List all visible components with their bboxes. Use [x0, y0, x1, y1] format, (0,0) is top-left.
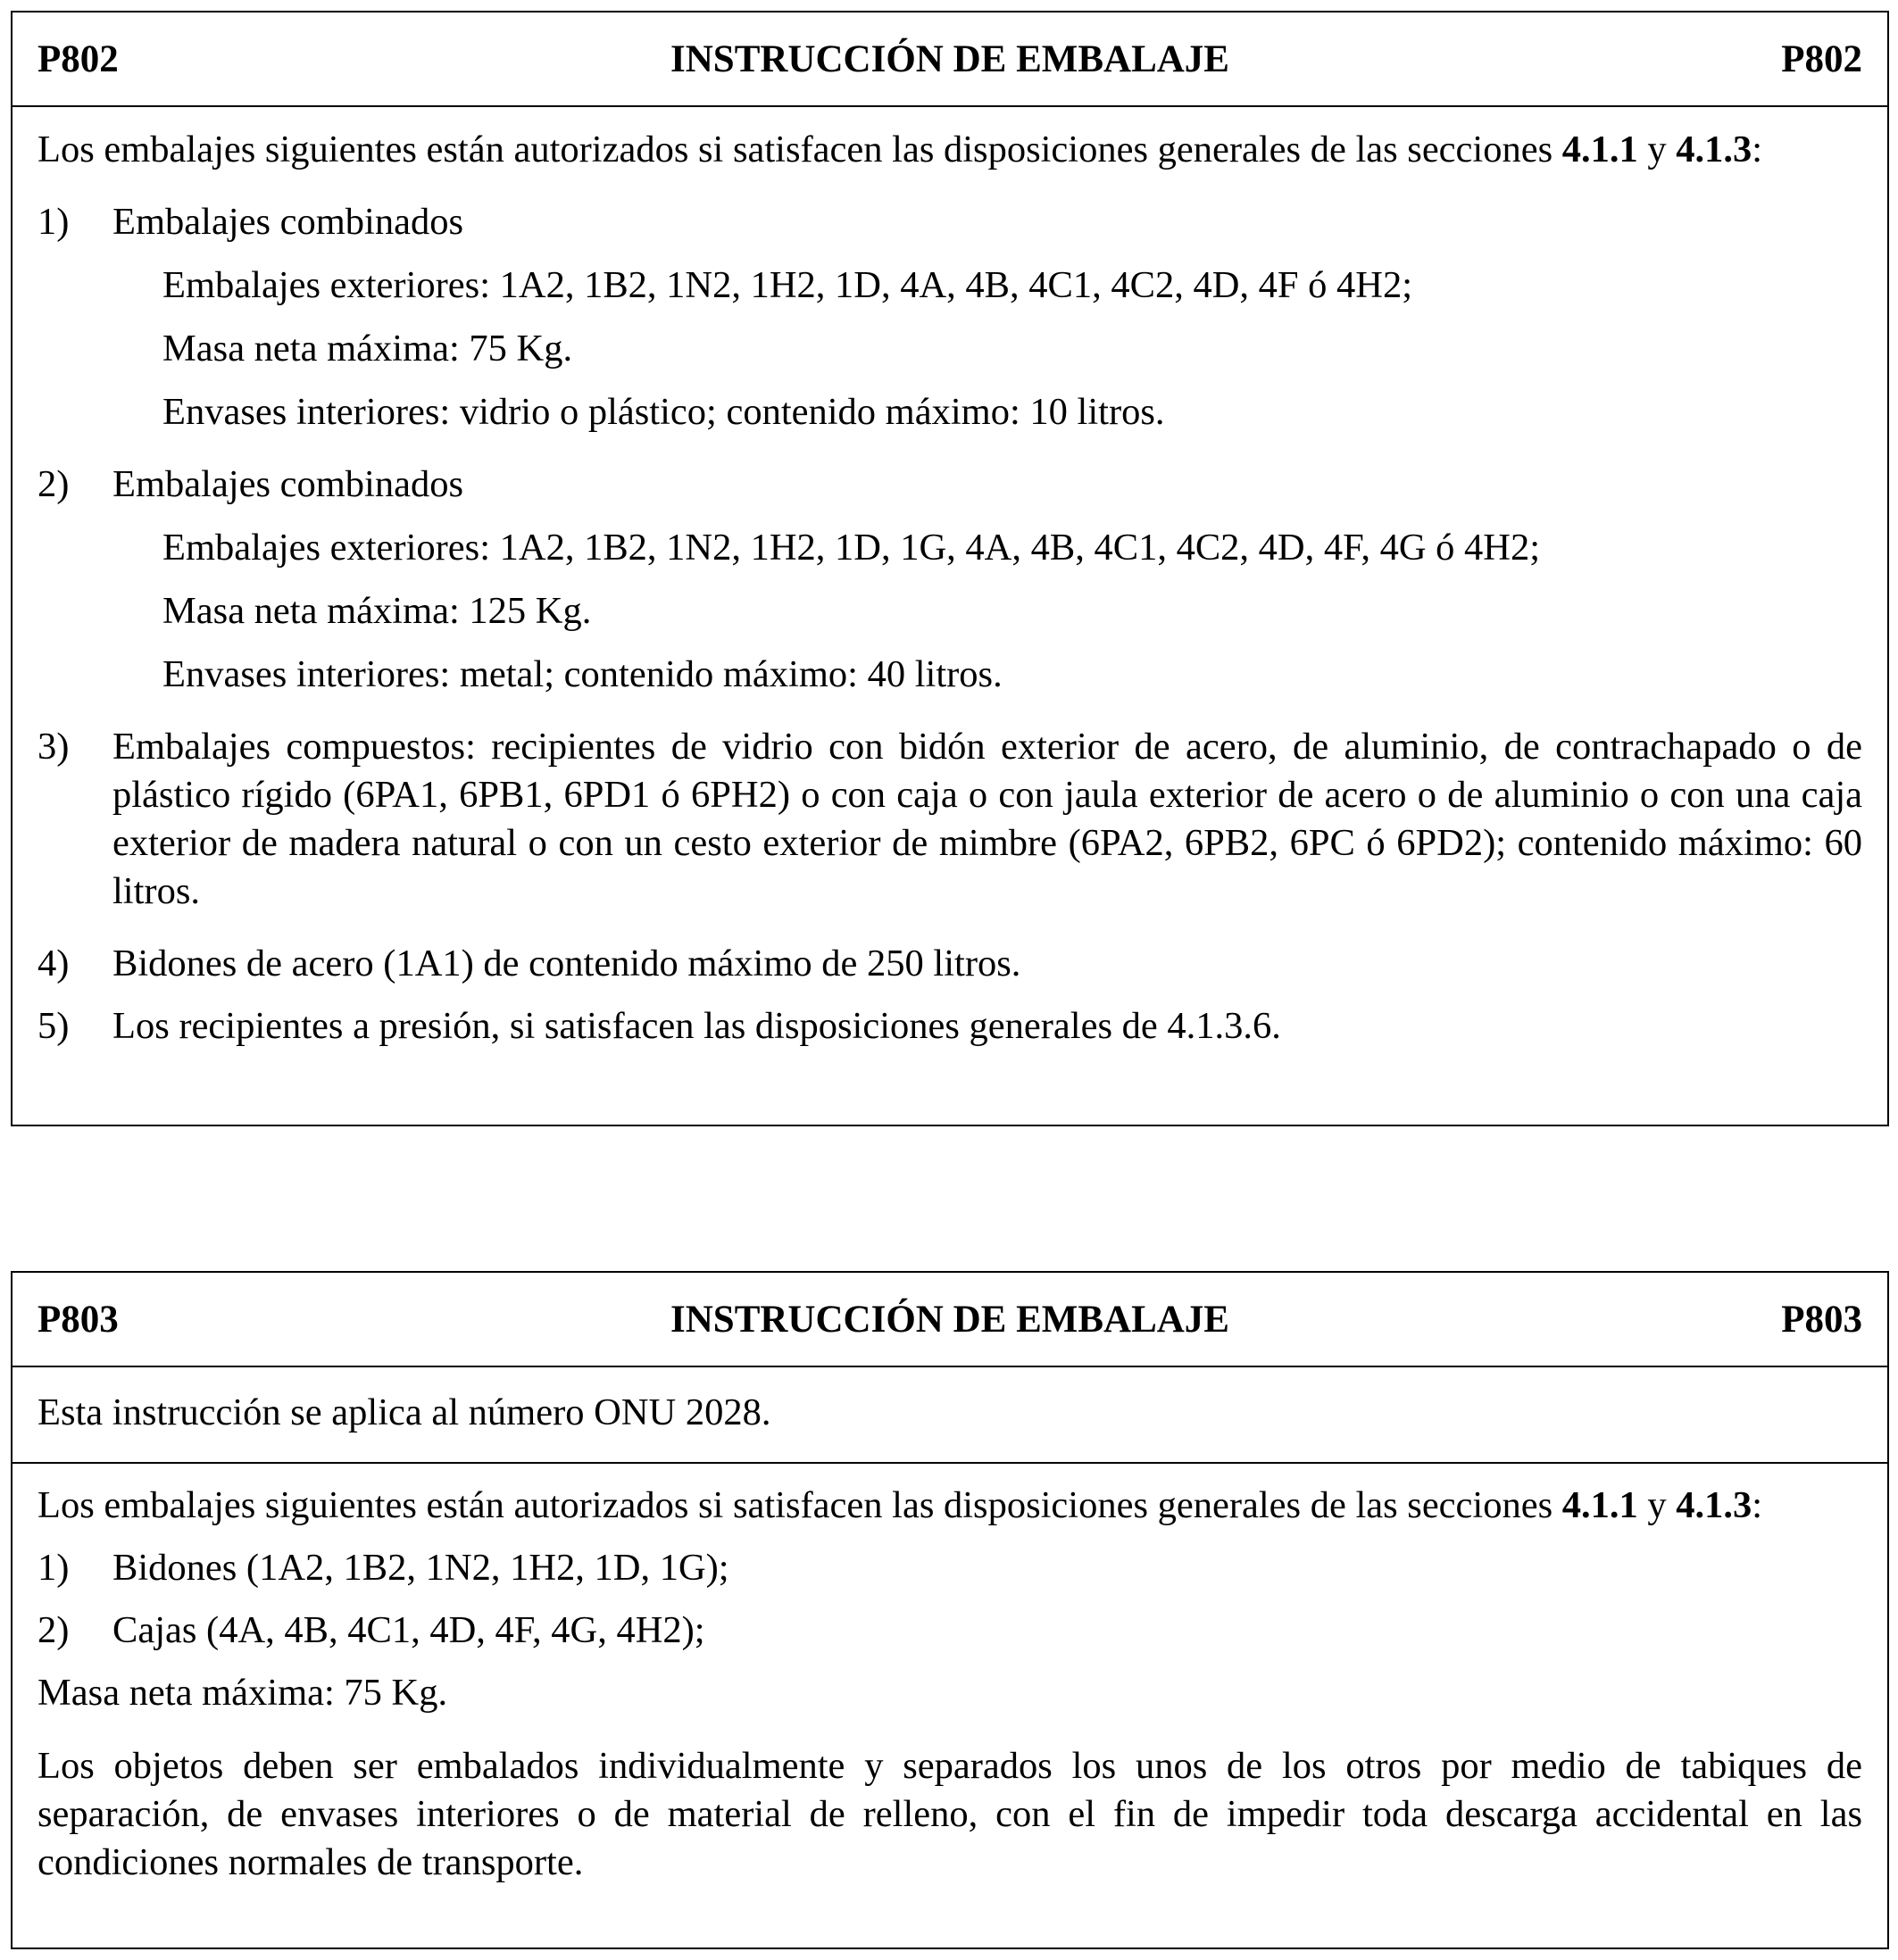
p803-ref-4-1-3: 4.1.3 — [1676, 1484, 1752, 1526]
p802-header — [12, 12, 1887, 107]
list-number: 2) — [37, 1609, 70, 1651]
list-number: 2) — [37, 463, 70, 505]
p802-ref-4-1-1: 4.1.1 — [1561, 129, 1638, 170]
p803-code-left: P803 — [37, 1299, 119, 1341]
p802-code-left: P802 — [37, 38, 119, 80]
p802-ref-4-1-3: 4.1.3 — [1676, 129, 1752, 170]
p802-body — [12, 126, 1887, 1051]
p803-item-2 — [37, 1607, 1862, 1655]
list-number: 3) — [37, 726, 70, 768]
list-text: Los recipientes a presión, si satisfacen las disposiciones generales de 4.1.3.6. — [112, 1005, 1281, 1047]
p803-intro: Los embalajes siguientes están autorizados si satisfacen las disposiciones generales de las secciones 4.1.1 y 4.1.3: — [37, 1484, 1763, 1526]
list-number: 4) — [37, 943, 70, 984]
list-text: Embalajes compuestos: recipientes de vidrio con bidón exterior de acero, de aluminio, de contrachapado o de plástico rígido (6PA1, 6PB1, 6PD1 ó 6PH2) o con caja o con jaula exterior de acero o de aluminio o con una caja exterior de madera natural o con un cesto exterior de mimbre (6PA2, 6PB2, 6PC ó 6PD2); contenido máximo: 60 litros. — [112, 726, 1862, 912]
p803-scope: Esta instrucción se aplica al número ONU 2028. — [37, 1391, 771, 1433]
p803-max-mass: Masa neta máxima: 75 Kg. — [37, 1672, 448, 1714]
p802-item-4 — [37, 940, 1862, 988]
p802-item-2-outer: Embalajes exteriores: 1A2, 1B2, 1N2, 1H2, 1D, 1G, 4A, 4B, 4C1, 4C2, 4D, 4F, 4G ó 4H2; — [162, 527, 1541, 569]
p803-header — [12, 1273, 1887, 1367]
p803-body — [12, 1482, 1887, 1887]
p802-item-2 — [37, 461, 1862, 509]
list-text: Bidones (1A2, 1B2, 1N2, 1H2, 1D, 1G); — [112, 1547, 729, 1589]
p802-item-2-inner: Envases interiores: metal; contenido máximo: 40 litros. — [162, 653, 1003, 695]
p802-item-1-outer: Embalajes exteriores: 1A2, 1B2, 1N2, 1H2, 1D, 4A, 4B, 4C1, 4C2, 4D, 4F ó 4H2; — [162, 264, 1413, 306]
p803-title: INSTRUCCIÓN DE EMBALAJE — [670, 1299, 1229, 1341]
p802-item-5 — [37, 1002, 1862, 1051]
p803-item-1 — [37, 1544, 1862, 1592]
p802-item-2-mass: Masa neta máxima: 125 Kg. — [162, 590, 592, 632]
p802-item-3 — [37, 723, 1862, 916]
p802-item-1 — [37, 198, 1862, 246]
p802-code-right: P802 — [1781, 38, 1862, 80]
p802-item-1-mass: Masa neta máxima: 75 Kg. — [162, 328, 573, 370]
p803-scope-row — [12, 1367, 1887, 1464]
list-text: Embalajes combinados — [112, 201, 464, 243]
p802-title: INSTRUCCIÓN DE EMBALAJE — [670, 38, 1229, 80]
packing-instruction-p803 — [11, 1271, 1889, 1949]
list-number: 1) — [37, 1547, 70, 1589]
list-text: Bidones de acero (1A1) de contenido máximo de 250 litros. — [112, 943, 1021, 984]
list-number: 5) — [37, 1005, 70, 1047]
p802-intro: Los embalajes siguientes están autorizados si satisfacen las disposiciones generales de las secciones 4.1.1 y 4.1.3: — [37, 129, 1763, 170]
packing-instruction-p802 — [11, 11, 1889, 1126]
list-text: Embalajes combinados — [112, 463, 464, 505]
p803-note: Los objetos deben ser embalados individualmente y separados los unos de los otros por medio de tabiques de separación, de envases interiores o de material de relleno, con el fin de impedir toda descarga accidental en las condiciones normales de transporte. — [37, 1745, 1862, 1883]
p802-item-1-inner: Envases interiores: vidrio o plástico; contenido máximo: 10 litros. — [162, 391, 1165, 433]
list-text: Cajas (4A, 4B, 4C1, 4D, 4F, 4G, 4H2); — [112, 1609, 705, 1651]
list-number: 1) — [37, 201, 70, 243]
p803-code-right: P803 — [1781, 1299, 1862, 1341]
p803-ref-4-1-1: 4.1.1 — [1561, 1484, 1638, 1526]
